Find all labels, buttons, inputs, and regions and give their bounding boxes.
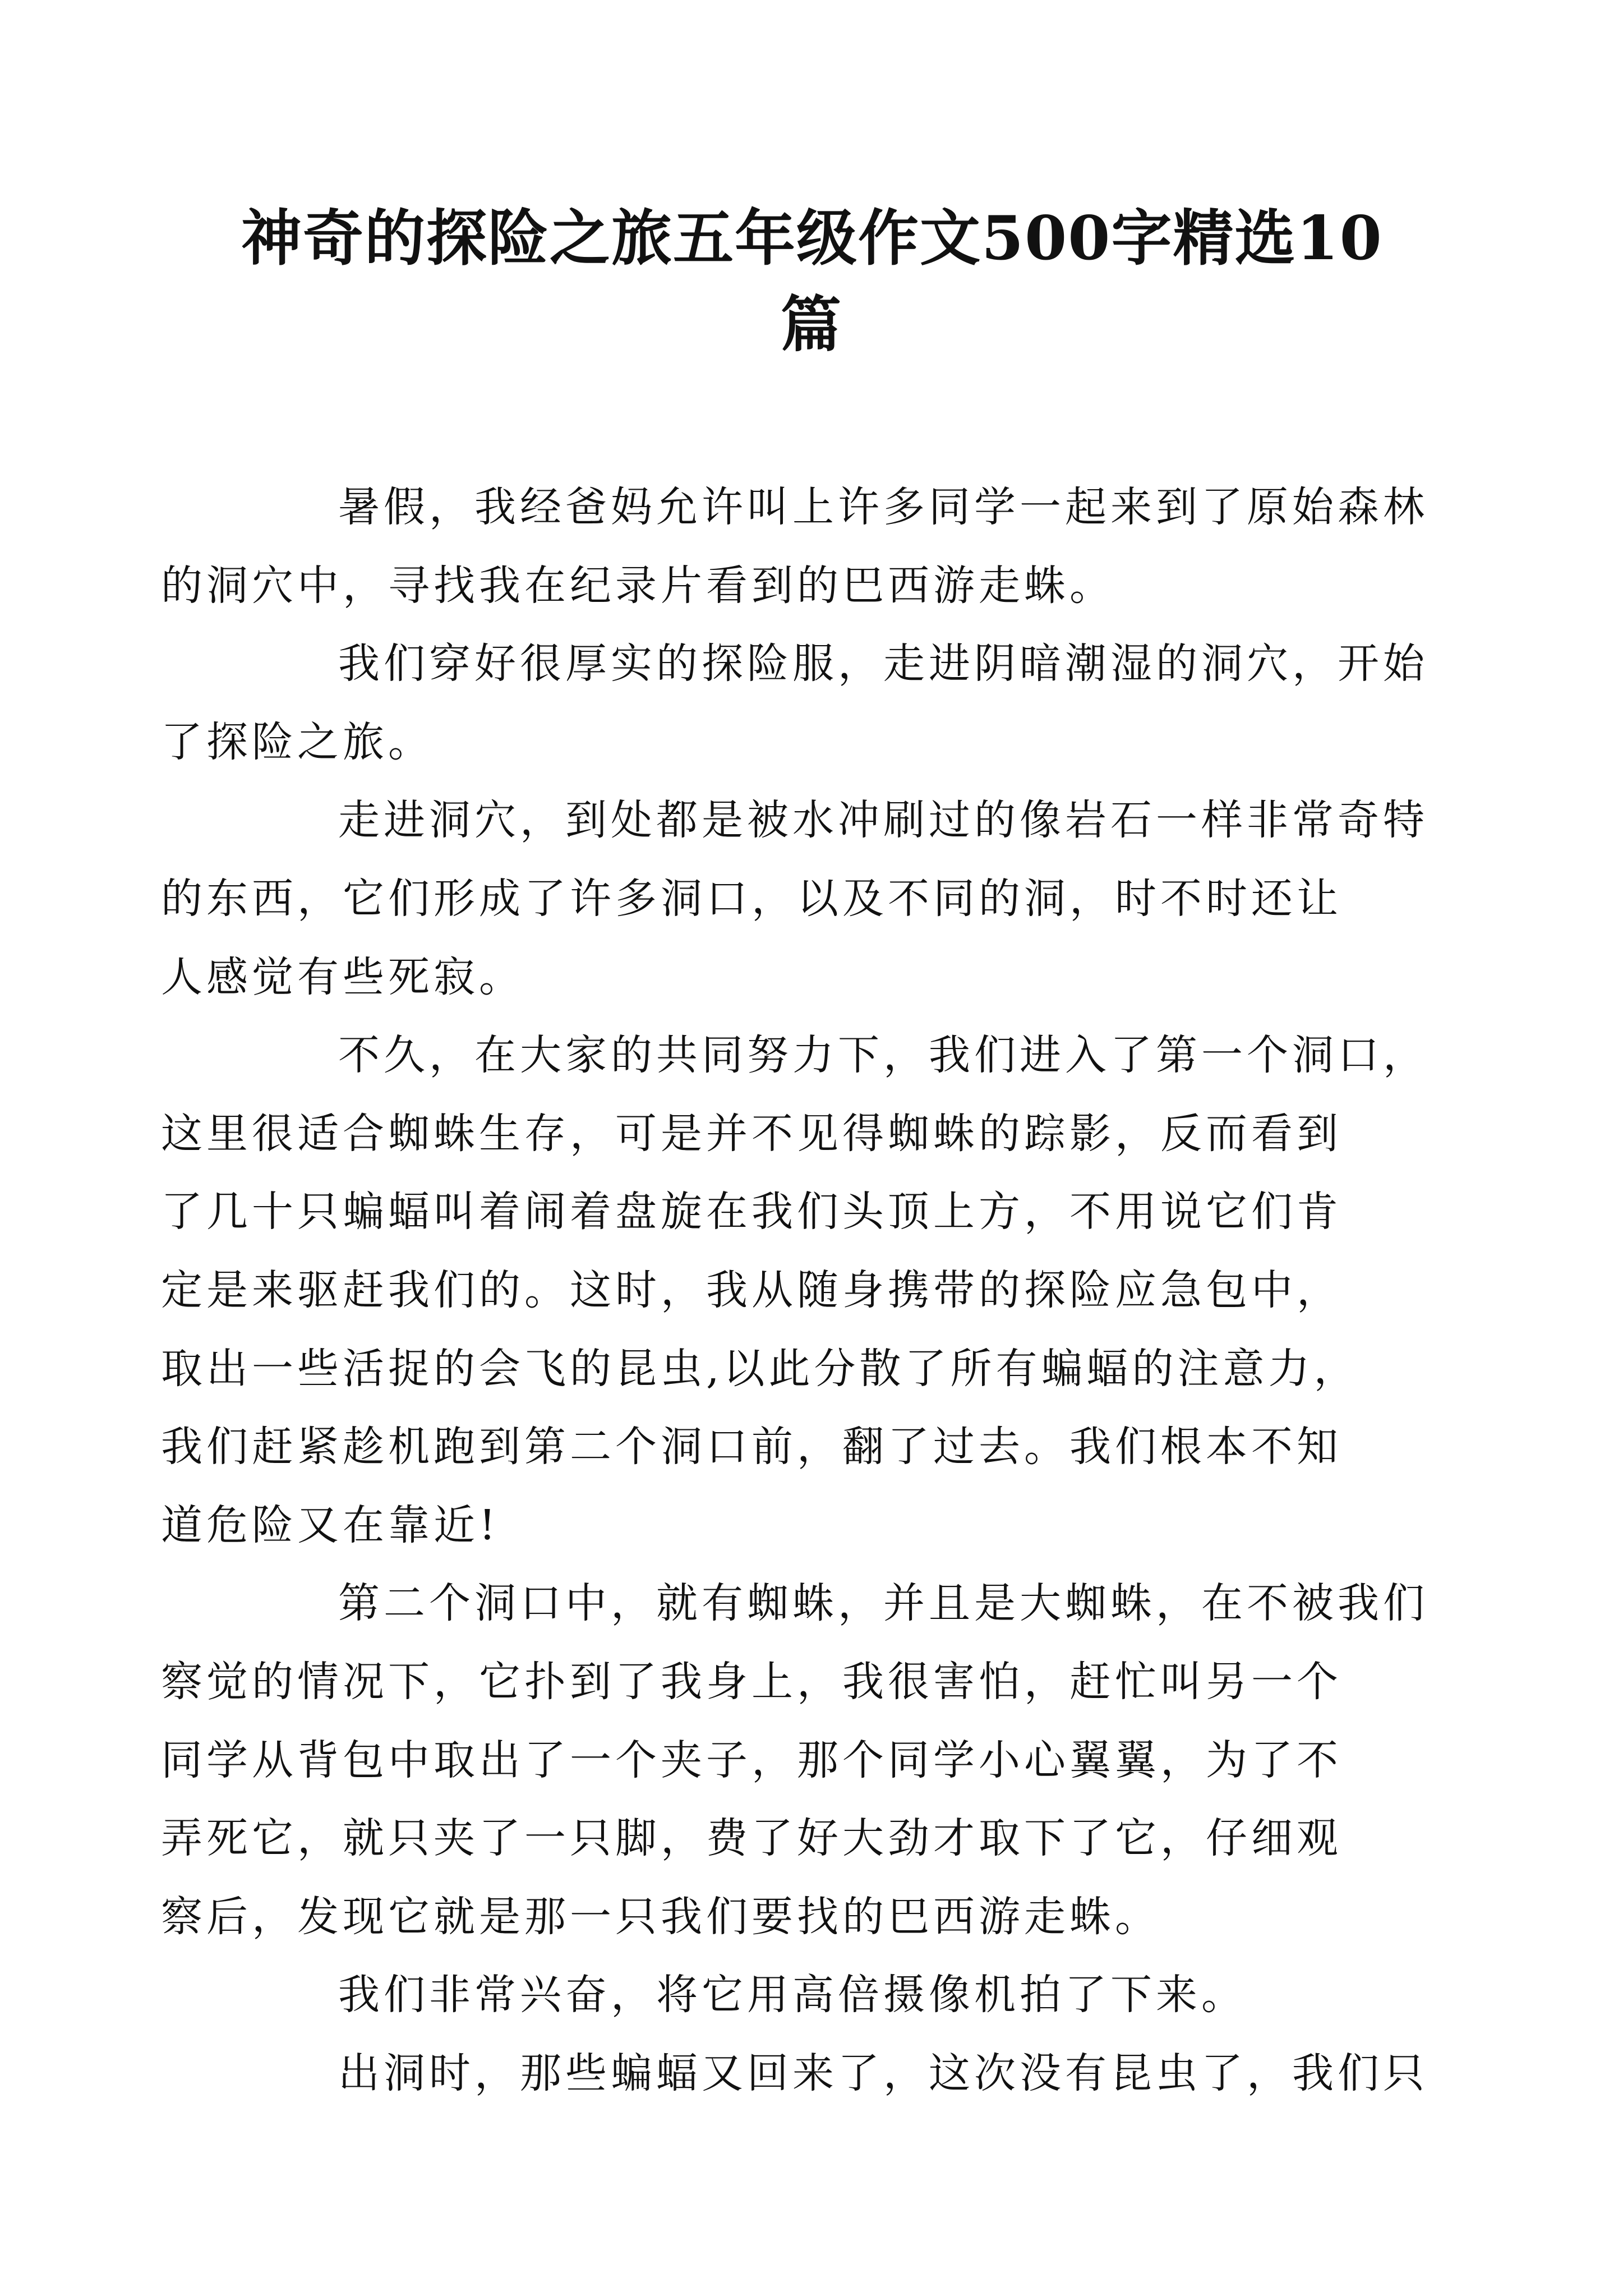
text-line: 察觉的情况下，它扑到了我身上，我很害怕，赶忙叫另一个 <box>161 1657 1342 1706</box>
essay-paragraph <box>250 1956 1387 2035</box>
essay-title <box>241 195 1382 368</box>
text-line: 了几十只蝙蝠叫着闹着盘旋在我们头顶上方，不用说它们肯 <box>161 1188 1342 1236</box>
essay-paragraph <box>161 625 1428 781</box>
text-line: 同学从背包中取出了一个夹子，那个同学小心翼翼，为了不 <box>161 1736 1342 1784</box>
text-line: 不久，在大家的共同努力下，我们进入了第一个洞口， <box>338 1031 1428 1080</box>
text-line: 道危险又在靠近! <box>161 1501 500 1549</box>
text-line: 了探险之旅。 <box>161 717 434 766</box>
text-line: 的东西，它们形成了许多洞口，以及不同的洞，时不时还让 <box>161 874 1342 923</box>
text-line: 我们非常兴奋，将它用高倍摄像机拍了下来。 <box>338 1971 1247 2019</box>
text-line: 弄死它，就只夹了一只脚，费了好大劲才取下了它，仔细观 <box>161 1814 1342 1863</box>
text-line: 取出一些活捉的会飞的昆虫,以此分散了所有蝙蝠的注意力， <box>161 1344 1359 1393</box>
text-line: 我们赶紧趁机跑到第二个洞口前，翻了过去。我们根本不知 <box>161 1423 1342 1471</box>
text-line: 人感觉有些死寂。 <box>161 953 524 1001</box>
text-line: 出洞时，那些蝙蝠又回来了，这次没有昆虫了，我们只 <box>338 2049 1428 2097</box>
essay-paragraph <box>161 468 1428 625</box>
essay-paragraph <box>161 1565 1428 1956</box>
text-line: 走进洞穴，到处都是被水冲刷过的像岩石一样非常奇特 <box>338 796 1428 845</box>
text-line: 的洞穴中，寻找我在纪录片看到的巴西游走蛛。 <box>161 561 1115 610</box>
text-line: 察后，发现它就是那一只我们要找的巴西游走蛛。 <box>161 1892 1160 1941</box>
essay-paragraph <box>161 1016 1428 1565</box>
text-line: 定是来驱赶我们的。这时，我从随身携带的探险应急包中， <box>161 1266 1342 1314</box>
text-line: 我们穿好很厚实的探险服，走进阴暗潮湿的洞穴，开始 <box>338 639 1428 688</box>
essay-title-line: 神奇的探险之旅五年级作文500字精选10 <box>241 203 1383 274</box>
text-line: 这里很适合蜘蛛生存，可是并不见得蜘蛛的踪影，反而看到 <box>161 1109 1342 1158</box>
essay-paragraph <box>161 781 1428 1016</box>
essay-title-line: 篇 <box>780 289 842 360</box>
text-line: 暑假，我经爸妈允许叫上许多同学一起来到了原始森林 <box>338 483 1428 531</box>
essay-body <box>161 468 1428 2113</box>
essay-paragraph <box>250 2035 1428 2113</box>
text-line: 第二个洞口中，就有蜘蛛，并且是大蜘蛛，在不被我们 <box>338 1579 1428 1628</box>
